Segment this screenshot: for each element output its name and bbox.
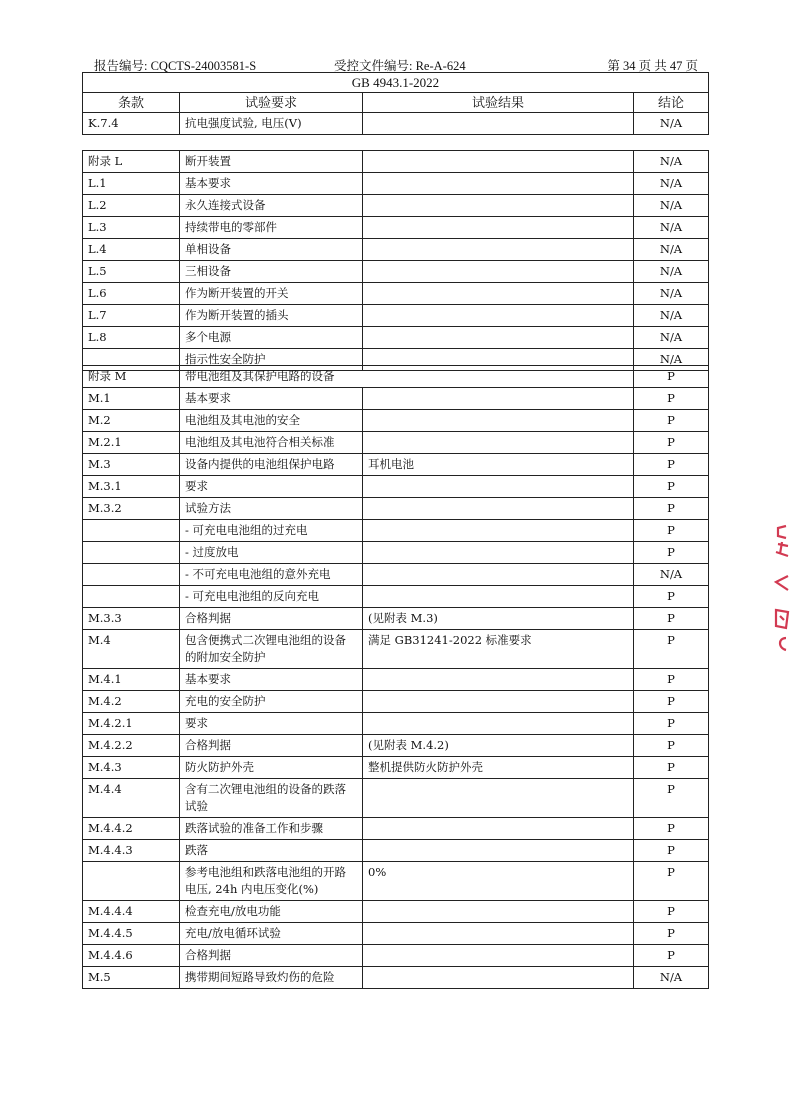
standard-title: GB 4943.1-2022 [83, 73, 709, 93]
column-header-verdict: 结论 [634, 93, 709, 113]
result-cell [363, 542, 634, 564]
result-cell [363, 779, 634, 818]
verdict-cell: P [634, 840, 709, 862]
clause-cell: M.4.4.4 [83, 901, 180, 923]
result-cell [363, 967, 634, 989]
result-cell [363, 901, 634, 923]
table-row [83, 151, 709, 173]
verdict-cell: P [634, 366, 709, 388]
clause-cell: M.4.2.1 [83, 713, 180, 735]
result-cell: 满足 GB31241-2022 标准要求 [363, 630, 634, 669]
table-row [83, 542, 709, 564]
requirement-cell: 合格判据 [180, 608, 363, 630]
table-row [83, 779, 709, 818]
requirement-cell: 合格判据 [180, 945, 363, 967]
requirement-cell: 电池组及其电池符合相关标准 [180, 432, 363, 454]
column-header-result: 试验结果 [363, 93, 634, 113]
result-cell [363, 945, 634, 967]
verdict-cell: N/A [634, 151, 709, 173]
requirement-cell: 三相设备 [180, 261, 363, 283]
requirement-cell: - 可充电电池组的反向充电 [180, 586, 363, 608]
requirement-cell: 作为断开装置的插头 [180, 305, 363, 327]
verdict-cell: P [634, 713, 709, 735]
table-row [83, 283, 709, 305]
page-header [82, 56, 708, 73]
requirement-cell: 作为断开装置的开关 [180, 283, 363, 305]
clause-cell: M.4.4.5 [83, 923, 180, 945]
verdict-cell: N/A [634, 261, 709, 283]
verdict-cell: P [634, 608, 709, 630]
requirement-cell: 指示性安全防护 [180, 349, 363, 371]
requirement-cell: - 过度放电 [180, 542, 363, 564]
clause-cell: L.5 [83, 261, 180, 283]
clause-cell: 附录 L [83, 151, 180, 173]
verdict-cell: P [634, 901, 709, 923]
requirement-cell: 防火防护外壳 [180, 757, 363, 779]
requirement-cell: 持续带电的零部件 [180, 217, 363, 239]
clause-cell: M.3.3 [83, 608, 180, 630]
requirement-cell: 检查充电/放电功能 [180, 901, 363, 923]
verdict-cell: N/A [634, 217, 709, 239]
verdict-cell: P [634, 735, 709, 757]
clause-cell [83, 586, 180, 608]
table-row [83, 630, 709, 669]
clause-cell: L.6 [83, 283, 180, 305]
requirement-cell: 充电的安全防护 [180, 691, 363, 713]
red-stamp-edge [768, 520, 790, 670]
result-cell [363, 818, 634, 840]
requirement-cell: 抗电强度试验, 电压(V) [180, 113, 363, 135]
result-cell [363, 923, 634, 945]
clause-cell: M.4.4.2 [83, 818, 180, 840]
result-cell [363, 586, 634, 608]
requirement-cell: 充电/放电循环试验 [180, 923, 363, 945]
table-row [83, 862, 709, 901]
result-cell [363, 113, 634, 135]
table-row [83, 239, 709, 261]
clause-cell: M.4.4.3 [83, 840, 180, 862]
verdict-cell: P [634, 818, 709, 840]
result-cell [363, 520, 634, 542]
verdict-cell: P [634, 542, 709, 564]
requirement-cell: 永久连接式设备 [180, 195, 363, 217]
verdict-cell: P [634, 630, 709, 669]
requirement-cell: 基本要求 [180, 669, 363, 691]
verdict-cell: P [634, 757, 709, 779]
verdict-cell: P [634, 586, 709, 608]
clause-cell: M.1 [83, 388, 180, 410]
table-row [83, 586, 709, 608]
clause-cell [83, 520, 180, 542]
table-row [83, 901, 709, 923]
requirement-cell: 基本要求 [180, 388, 363, 410]
requirement-cell: 携带期间短路导致灼伤的危险 [180, 967, 363, 989]
clause-cell [83, 564, 180, 586]
result-cell [363, 432, 634, 454]
requirement-cell: 单相设备 [180, 239, 363, 261]
verdict-cell: P [634, 410, 709, 432]
verdict-cell: N/A [634, 305, 709, 327]
result-cell [363, 151, 634, 173]
header-table [82, 72, 709, 135]
requirement-cell: 跌落试验的准备工作和步骤 [180, 818, 363, 840]
verdict-cell: N/A [634, 327, 709, 349]
result-cell [363, 173, 634, 195]
table-row [83, 305, 709, 327]
result-cell [363, 217, 634, 239]
verdict-cell: N/A [634, 239, 709, 261]
clause-cell: L.1 [83, 173, 180, 195]
clause-cell: M.4.2.2 [83, 735, 180, 757]
clause-cell: M.4.1 [83, 669, 180, 691]
table-row [83, 608, 709, 630]
requirement-cell: - 可充电电池组的过充电 [180, 520, 363, 542]
result-cell: 0% [363, 862, 634, 901]
requirement-cell: 带电池组及其保护电路的设备 [180, 366, 634, 388]
controlled-doc-number: 受控文件编号: Re-A-624 [334, 59, 466, 73]
clause-cell: M.2.1 [83, 432, 180, 454]
result-cell [363, 195, 634, 217]
table-row [83, 967, 709, 989]
table-row [83, 388, 709, 410]
table-row [83, 945, 709, 967]
requirement-cell: 多个电源 [180, 327, 363, 349]
requirement-cell: 合格判据 [180, 735, 363, 757]
clause-cell: 附录 M [83, 366, 180, 388]
verdict-cell: P [634, 862, 709, 901]
verdict-cell: P [634, 454, 709, 476]
result-cell: (见附表 M.4.2) [363, 735, 634, 757]
page-number: 第 34 页 共 47 页 [607, 59, 698, 73]
table-row [83, 454, 709, 476]
annex-l-table [82, 150, 709, 371]
table-row [83, 818, 709, 840]
table-row [83, 498, 709, 520]
table-row [83, 757, 709, 779]
table-row [83, 217, 709, 239]
table-row [83, 520, 709, 542]
requirement-cell: 要求 [180, 476, 363, 498]
clause-cell: M.4.3 [83, 757, 180, 779]
result-cell [363, 388, 634, 410]
result-cell: (见附表 M.3) [363, 608, 634, 630]
result-cell [363, 239, 634, 261]
table-row [83, 564, 709, 586]
table-row [83, 840, 709, 862]
table-row [83, 432, 709, 454]
annex-m-table [82, 365, 709, 989]
verdict-cell: N/A [634, 113, 709, 135]
table-row [83, 113, 709, 135]
verdict-cell: P [634, 388, 709, 410]
result-cell [363, 669, 634, 691]
verdict-cell: P [634, 779, 709, 818]
requirement-cell: 要求 [180, 713, 363, 735]
clause-cell: M.4.4 [83, 779, 180, 818]
result-cell [363, 840, 634, 862]
verdict-cell: N/A [634, 967, 709, 989]
requirement-cell: 试验方法 [180, 498, 363, 520]
clause-cell: M.4.2 [83, 691, 180, 713]
clause-cell: M.3.2 [83, 498, 180, 520]
verdict-cell: P [634, 520, 709, 542]
clause-cell: M.5 [83, 967, 180, 989]
requirement-cell: - 不可充电电池组的意外充电 [180, 564, 363, 586]
result-cell [363, 261, 634, 283]
verdict-cell: N/A [634, 283, 709, 305]
result-cell [363, 691, 634, 713]
column-header-clause: 条款 [83, 93, 180, 113]
verdict-cell: P [634, 945, 709, 967]
result-cell [363, 476, 634, 498]
verdict-cell: P [634, 476, 709, 498]
requirement-cell: 电池组及其电池的安全 [180, 410, 363, 432]
clause-cell: L.3 [83, 217, 180, 239]
verdict-cell: N/A [634, 173, 709, 195]
requirement-cell: 跌落 [180, 840, 363, 862]
verdict-cell: N/A [634, 564, 709, 586]
verdict-cell: N/A [634, 349, 709, 371]
clause-cell: L.4 [83, 239, 180, 261]
result-cell [363, 305, 634, 327]
requirement-cell: 参考电池组和跌落电池组的开路电压, 24h 内电压变化(%) [180, 862, 363, 901]
table-row [83, 366, 709, 388]
table-row [83, 410, 709, 432]
verdict-cell: P [634, 923, 709, 945]
table-row [83, 669, 709, 691]
requirement-cell: 基本要求 [180, 173, 363, 195]
table-row [83, 261, 709, 283]
verdict-cell: N/A [634, 195, 709, 217]
requirement-cell: 包含便携式二次锂电池组的设备的附加安全防护 [180, 630, 363, 669]
requirement-cell: 设备内提供的电池组保护电路 [180, 454, 363, 476]
table-row [83, 735, 709, 757]
clause-cell [83, 862, 180, 901]
report-number: 报告编号: CQCTS-24003581-S [94, 59, 257, 73]
table-row [83, 923, 709, 945]
verdict-cell: P [634, 691, 709, 713]
table-row [83, 327, 709, 349]
clause-cell [83, 542, 180, 564]
table-row [83, 713, 709, 735]
table-row [83, 691, 709, 713]
clause-cell: M.3.1 [83, 476, 180, 498]
result-cell [363, 713, 634, 735]
clause-cell: L.8 [83, 327, 180, 349]
requirement-cell: 断开装置 [180, 151, 363, 173]
clause-cell: M.4.4.6 [83, 945, 180, 967]
result-cell: 耳机电池 [363, 454, 634, 476]
verdict-cell: P [634, 498, 709, 520]
result-cell [363, 327, 634, 349]
table-row [83, 173, 709, 195]
result-cell [363, 283, 634, 305]
clause-cell: M.3 [83, 454, 180, 476]
clause-cell: K.7.4 [83, 113, 180, 135]
verdict-cell: P [634, 669, 709, 691]
verdict-cell: P [634, 432, 709, 454]
clause-cell: M.2 [83, 410, 180, 432]
result-cell [363, 498, 634, 520]
clause-cell: L.7 [83, 305, 180, 327]
result-cell: 整机提供防火防护外壳 [363, 757, 634, 779]
requirement-cell: 含有二次锂电池组的设备的跌落试验 [180, 779, 363, 818]
result-cell [363, 410, 634, 432]
table-row [83, 476, 709, 498]
clause-cell: L.2 [83, 195, 180, 217]
table-row [83, 195, 709, 217]
result-cell [363, 564, 634, 586]
clause-cell: M.4 [83, 630, 180, 669]
column-header-requirement: 试验要求 [180, 93, 363, 113]
